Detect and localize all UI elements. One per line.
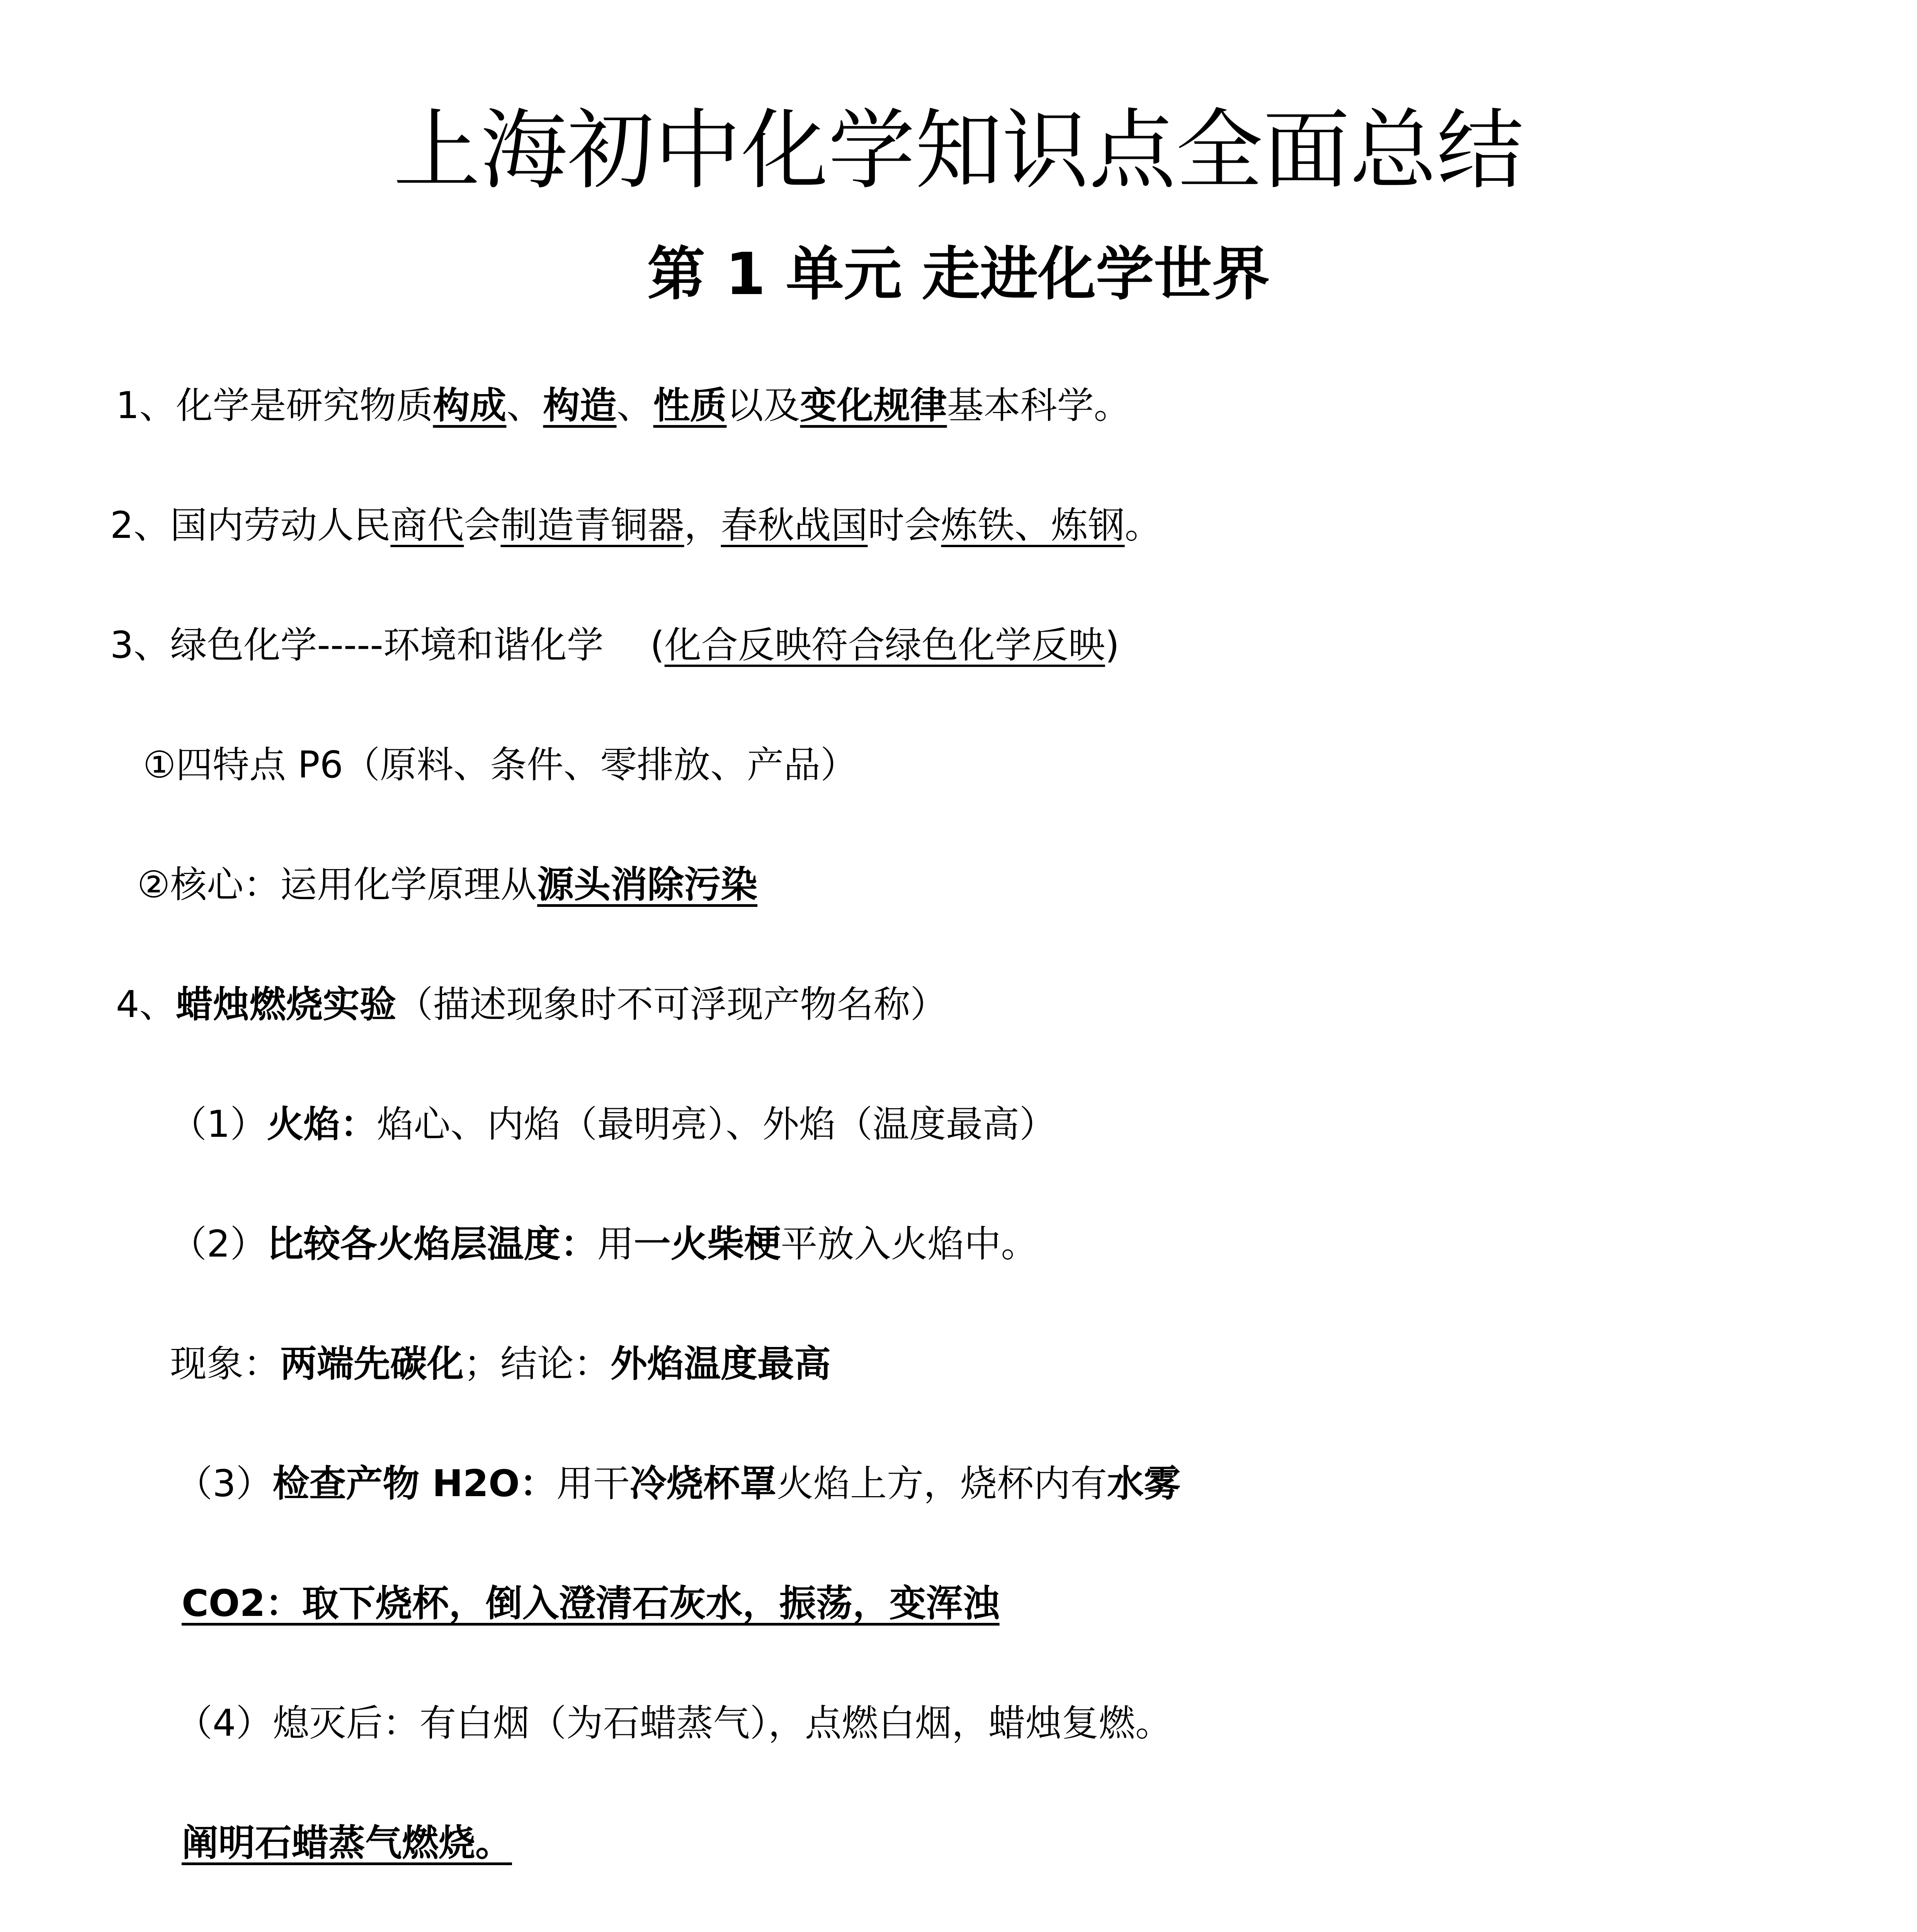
text: ；结论： <box>464 1343 611 1385</box>
text: 时会 <box>867 504 941 547</box>
page-title: 上海初中化学知识点全面总结 <box>393 100 1524 201</box>
underlined-term: 炼铁、炼钢 <box>941 504 1125 547</box>
item-4-candle-experiment <box>116 980 947 1030</box>
key-term: 性质 <box>653 384 727 427</box>
text: 火焰上方，烧杯内有 <box>776 1463 1107 1505</box>
text: 4、 <box>116 983 176 1026</box>
item-4-phenomenon <box>170 1339 831 1389</box>
item-4-product-h2o <box>176 1459 1180 1509</box>
text: 现象： <box>170 1343 281 1385</box>
key-term: 变化规律 <box>800 384 947 427</box>
bold-term: 外焰温度最高 <box>611 1343 831 1385</box>
text: ) <box>1105 624 1119 667</box>
item-1-definition <box>116 381 1131 431</box>
text: 。 <box>1124 504 1162 547</box>
text: （2） <box>170 1223 267 1265</box>
key-term: 构成 <box>433 384 507 427</box>
unit-heading: 第 1 单元 走进化学世界 <box>647 241 1270 308</box>
underlined-term: 化合反映符合绿色化学反映 <box>664 624 1105 667</box>
text: 焰心、内焰（最明亮）、外焰（温度最高） <box>377 1103 1056 1146</box>
underlined-term: 春秋战国 <box>721 504 868 547</box>
item-4-conclusion <box>182 1818 512 1868</box>
underlined-term: 制造青铜器 <box>500 504 684 547</box>
key-term: 阐明石蜡蒸气燃烧。 <box>182 1822 512 1864</box>
bold-term: 两端先碳化 <box>280 1343 464 1385</box>
item-3-features <box>143 740 857 790</box>
underlined-term: 商代 <box>390 504 464 547</box>
text: （描述现象时不可浮现产物名称） <box>396 983 947 1026</box>
text: （1） <box>170 1103 267 1146</box>
text: 以及 <box>726 384 800 427</box>
text: 1、化学是研究物质 <box>116 384 433 427</box>
item-4-flame <box>170 1099 1056 1150</box>
bold-term: 一火柴梗 <box>634 1223 781 1265</box>
text: 、 <box>616 384 653 427</box>
key-term: CO2：取下烧杯，倒入澄清石灰水，振荡，变浑浊 <box>182 1582 1000 1625</box>
text: 2、国内劳动人民 <box>110 504 391 547</box>
text: 用干 <box>556 1463 630 1505</box>
item-3-core <box>137 860 757 910</box>
text: 基本科学。 <box>947 384 1131 427</box>
item-4-product-co2 <box>182 1578 1000 1629</box>
bold-term: 比较各火焰层温度： <box>267 1223 597 1265</box>
item-2-history <box>110 500 1162 551</box>
bold-term: 火焰： <box>267 1103 377 1146</box>
text: （3） <box>176 1463 273 1505</box>
text: 3、绿色化学-----环境和谐化学 ( <box>110 624 665 667</box>
text: ， <box>684 504 721 547</box>
bold-term: 冷烧杯罩 <box>629 1463 777 1505</box>
item-4-temperature <box>170 1219 1038 1269</box>
item-3-green-chemistry <box>110 620 1119 670</box>
item-4-extinguish <box>176 1698 1172 1748</box>
bold-term: 检查产物 H2O： <box>272 1463 556 1505</box>
text: 用 <box>597 1223 634 1265</box>
bold-term: 水雾 <box>1107 1463 1180 1505</box>
key-term: 源头消除污染 <box>537 864 758 906</box>
text: 平放入火焰中。 <box>781 1223 1038 1265</box>
text: （4）熄灭后：有白烟（为石蜡蒸气），点燃白烟，蜡烛复燃。 <box>176 1702 1172 1745</box>
text: 、 <box>506 384 543 427</box>
text: 会 <box>464 504 501 547</box>
text: ①四特点 P6（原料、条件、零排放、产品） <box>143 744 857 786</box>
bold-term: 蜡烛燃烧实验 <box>176 983 396 1026</box>
key-term: 构造 <box>543 384 617 427</box>
text: ②核心：运用化学原理从 <box>137 864 538 906</box>
